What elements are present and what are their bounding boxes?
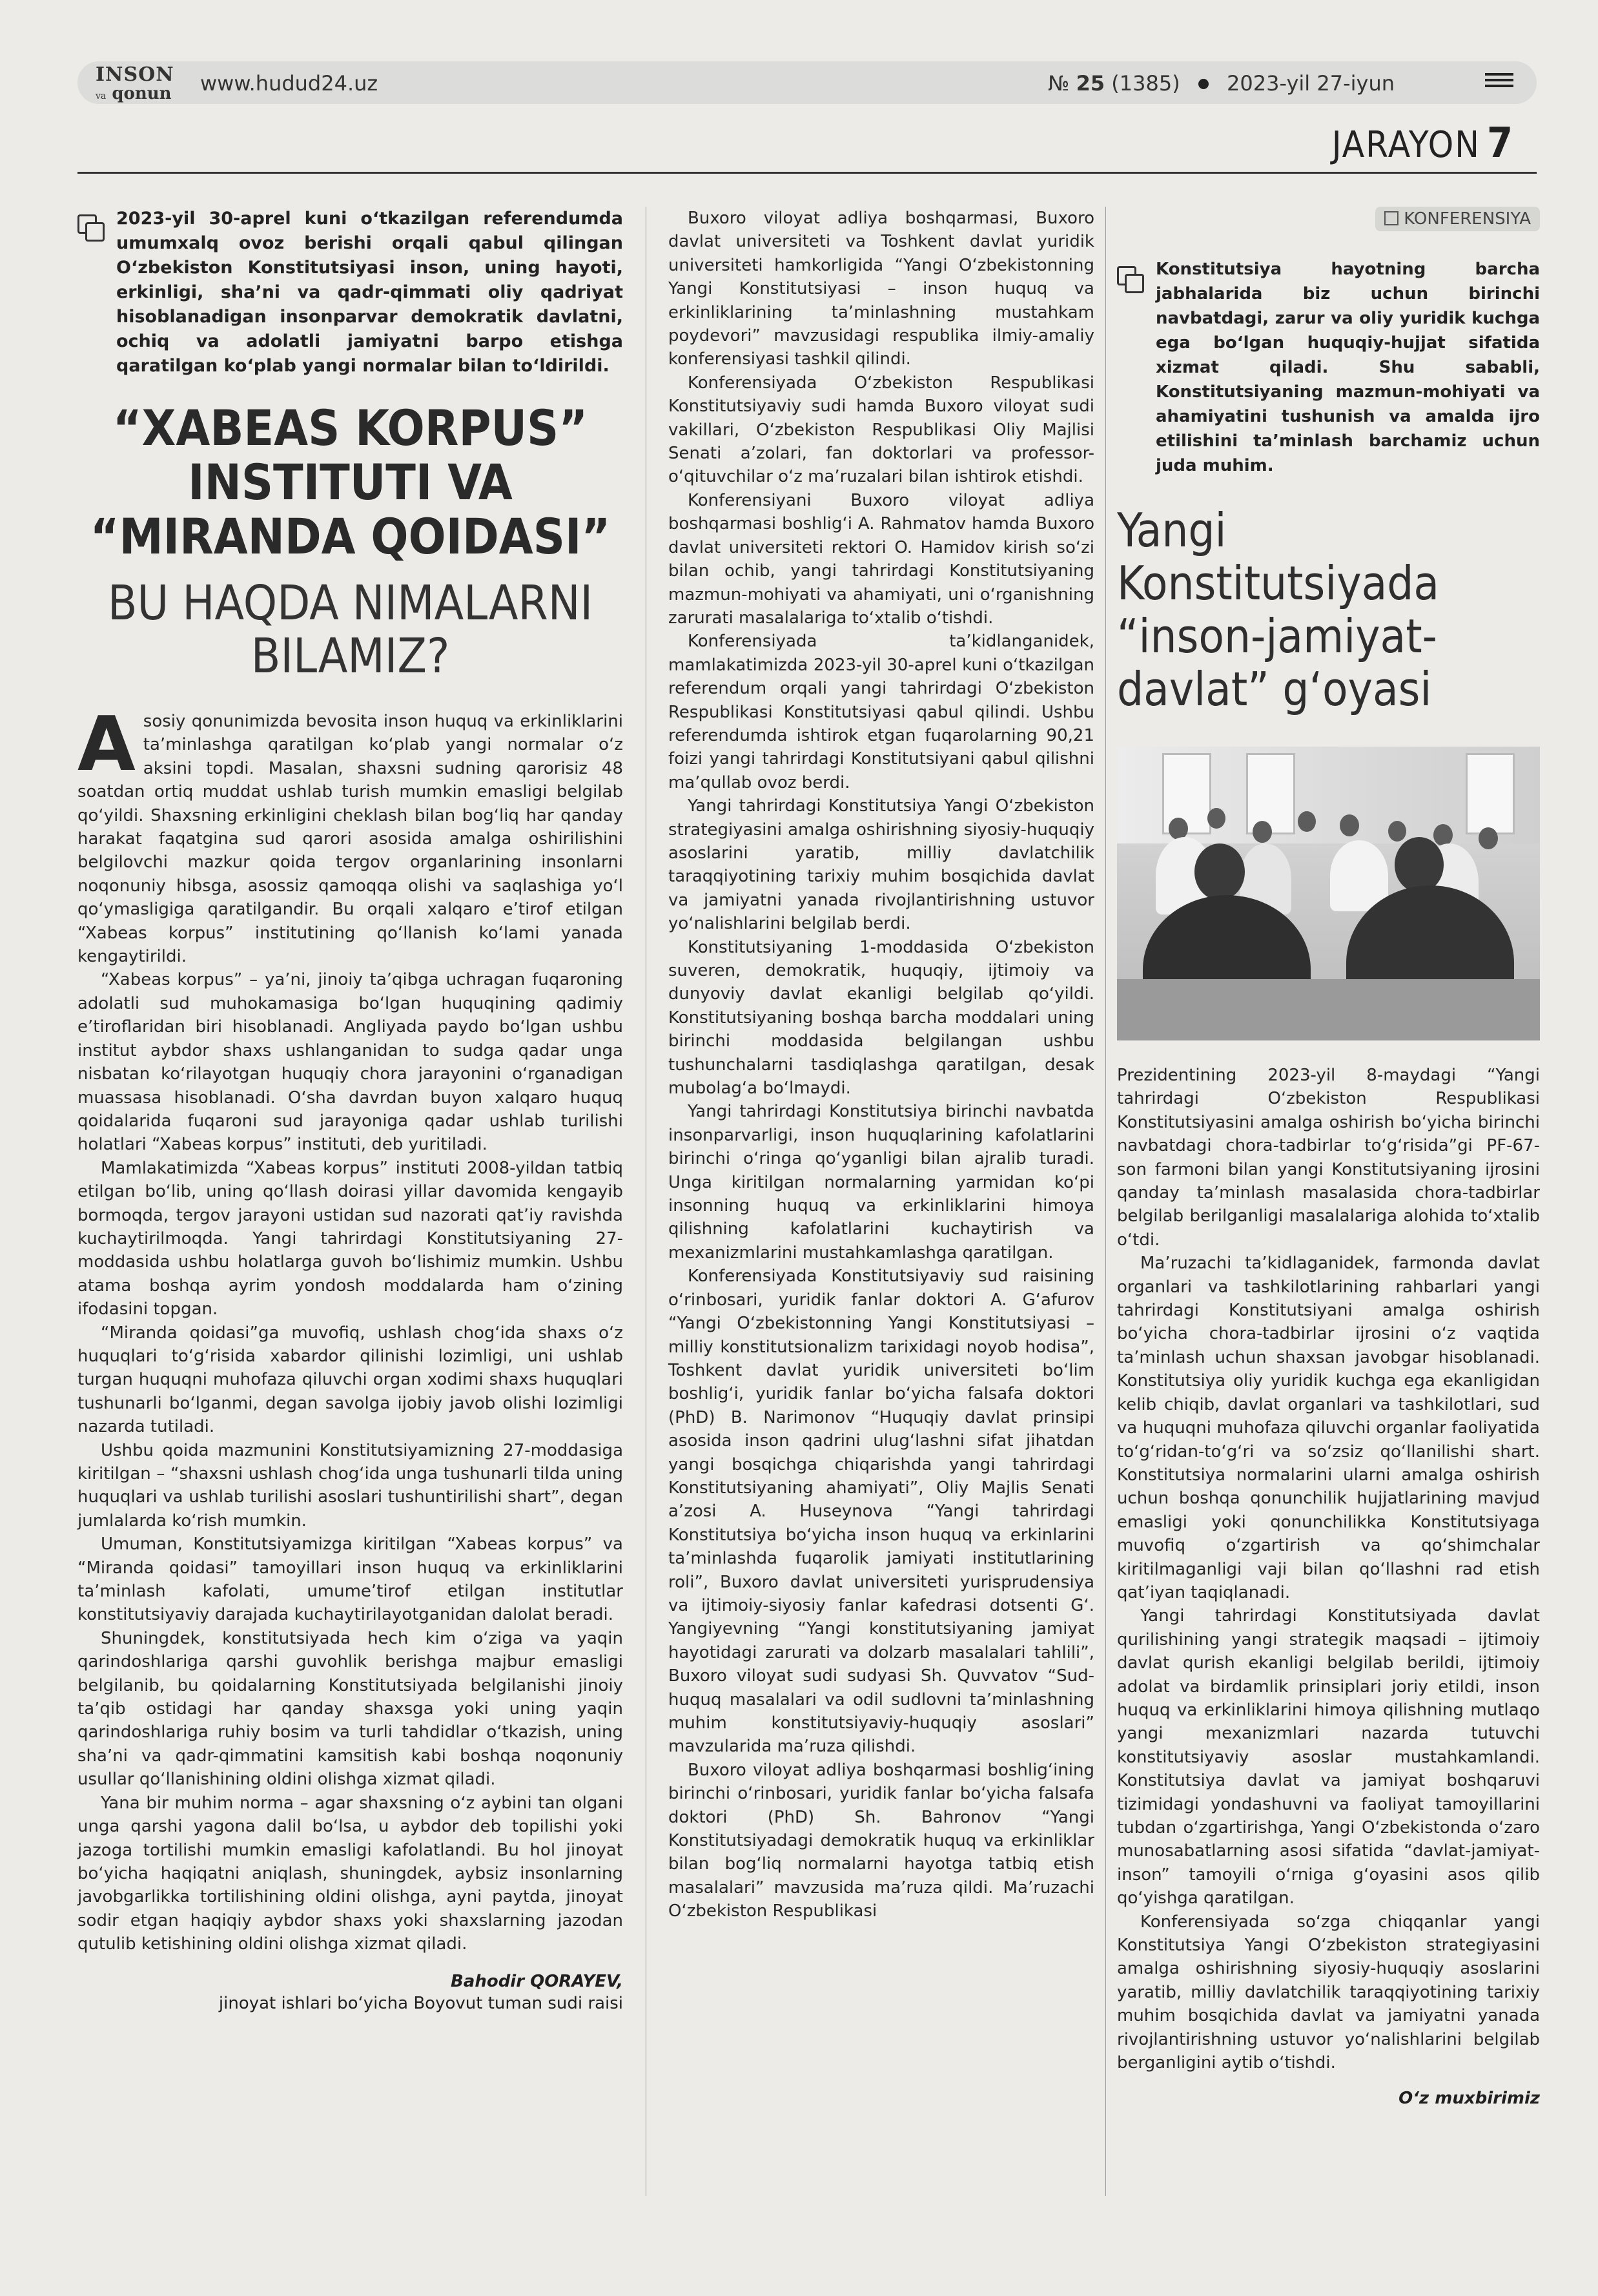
body-paragraph: Konferensiyada so‘zga chiqqanlar yangi Konstitutsiya Yangi O‘zbekiston strategiyasini amalga oshirishning siyosiy-huquqiy asoslarini yaratib, milliy davlatchilik taraqqiyotining tarixiy muhim bosqichida davlat va jamiyatni yanada rivojlantirishning ustuvor yo‘nalishlarini belgilab berganligini aytib o‘tishdi. — [1117, 1912, 1540, 2073]
body-paragraph: Yangi tahrirdagi Konstitutsiyada davlat qurilishining yangi strategik maqsadi – ijtimoiy davlat qurish ekanligi belgilab berildi, ijtimoiy adolat va birdamlik prinsiplari joriy etildi, inson huquq va erkinliklarini himoya qilishning mutlaqo yangi mexanizmlari nazarda tutuvchi konstitutsiyaviy asoslar mustahkamlandi. Konstitutsiya davlat va jamiyat boshqaruvi tizimidagi yondashuvni va faoliyat tamoyillarini tubdan o‘zgartirishga, Yangi O‘zbekistonda o‘zaro munosabatlarning asosi sifatida “davlat-jamiyat-inson” tamoyili o‘rniga g‘oyasini asos qilib qo‘yishga qaratilgan. — [1117, 1606, 1540, 1908]
page-number: 7 — [1486, 119, 1514, 167]
body-paragraph: Konferensiyada O‘zbekiston Respublikasi Konstitutsiyaviy sudi hamda Buxoro viloyat sudi vakillari, O‘zbekiston Respublikasi Oliy Majlisi Senati a’zolari, fan doktorlari va professor-o‘qituvchilar o‘z ma’ruzalari bilan ishtirok etishdi. — [668, 373, 1094, 487]
article-conference — [668, 207, 1094, 1923]
article-conference-right — [1117, 207, 1540, 2108]
body-paragraph: Konstitutsiyaning 1-moddasida O‘zbekiston suveren, demokratik, huquqiy, ijtimoiy va dunyoviy davlat ekanligi belgilab qo‘yildi. Konstitutsiyaning boshqa barcha moddalari uning birinchi moddasida belgilangan ushbu tushunchalarni tasdiqlashga qaratilgan, desak mubolag‘a bo‘lmaydi. — [668, 937, 1094, 1099]
lead-text: Konstitutsiya hayotning barcha jabhalarida biz uchun birinchi navbatdagi, zarur va oliy yuridik kuchga ega bo‘lgan huquqiy-hujjat sifatida xizmat qiladi. Shu sababli, Konstitutsiyaning mazmun-mohiyati va ahamiyatini tushunish va amalda ijro etilishini ta’minlash barchamiz uchun juda muhim. — [1156, 260, 1540, 475]
article-body — [77, 701, 623, 1956]
grid-icon — [1384, 211, 1398, 225]
author-name: Bahodir QORAYEV, — [450, 1971, 623, 1991]
logo-word: qonun — [112, 84, 172, 103]
author-byline — [77, 1970, 623, 2014]
category-tag[interactable] — [1375, 207, 1540, 231]
logo-small-word: va — [96, 91, 107, 101]
body-paragraph: Prezidentining 2023-yil 8-maydagi “Yangi tahrirdagi O‘zbekiston Respublikasi Konstitutsiyasini amalga oshirish bo‘yicha birinchi navbatdagi chora-tadbirlar to‘g‘risida”gi PF-67-son farmoni bilan yangi Konstitutsiyaning ijrosini qanday ta’minlash masalasida chora-tadbirlar belgilab berilganligi masalalariga alohida to‘xtalib o‘tdi. — [1117, 1066, 1540, 1250]
lead-marker-icon — [77, 214, 103, 240]
article-lead — [77, 207, 623, 378]
body-paragraph: Buxoro viloyat adliya boshqarmasi boshlig‘ining birinchi o‘rinbosari, yuridik fanlar bo‘yicha falsafa doktori (PhD) Sh. Bahronov “Yangi Konstitutsiyadagi demokratik huquq va erkinliklar bilan bog‘liq normalarni hayotga tatbiq etish masalalari” mavzusida ma’ruza qildi. Ma’ruzachi O‘zbekiston Respublikasi — [668, 1760, 1094, 1921]
website-link[interactable]: www.hudud24.uz — [200, 71, 378, 96]
article-body — [1117, 1064, 1540, 2074]
article-left — [77, 207, 623, 2014]
body-paragraph: Shuningdek, konstitutsiyada hech kim o‘ziga va yaqin qarindoshlariga qarshi guvohlik berishga majbur emasligi belgilanib, bu qoidalarning Konstitutsiyada belgilanishi jinoiy ta’qib ostidagi har qanday shaxsga yoki uning yaqin qarindoshlariga ruhiy bosim va turli tahdidlar o‘tkazish, uning sha’ni va qadr-qimmatini kamsitish kabi boshqa noqonuniy usullar qo‘llanishining oldini olishga xizmat qiladi. — [77, 1628, 623, 1790]
body-paragraph: Yangi tahrirdagi Konstitutsiya birinchi navbatda insonparvarligi, inson huquqlarining kafolatlarini birinchi o‘ringa qo‘yganligi bilan ajralib turadi. Unga kiritilgan normalarning yarmidan ko‘pi insonning huquq va erkinliklarini himoya qilishning kafolatlarini kuchaytirish va mexanizmlarini mustahkamlashga qaratilgan. — [668, 1102, 1094, 1263]
logo-line-2 — [96, 85, 174, 102]
issue-info — [1048, 71, 1395, 96]
body-paragraph: “Miranda qoidasi”ga muvofiq, ushlash chog‘ida shaxs o‘z huquqlari to‘g‘risida xabardor qilinishi lozimligi, uni ushlab turgan huquqni muhofaza qiluvchi organ xodimi shaxs huquqlari tushunarli bo‘lganmi, degan savolga ijobiy javob olishi lozimligi nazarda tutiladi. — [77, 1323, 623, 1437]
header-divider — [77, 172, 1537, 174]
author-role: jinoyat ishlari bo‘yicha Boyovut tuman sudi raisi — [218, 1993, 623, 2013]
article-credit: O‘z muxbirimiz — [1398, 2089, 1540, 2109]
body-paragraph: Konferensiyada Konstitutsiyaviy sud raisining o‘rinbosari, yuridik fanlar doktori A. G‘afurov “Yangi O‘zbekistonning Yangi Konstitutsiyasi – milliy konstitutsionalizm tarixidagi noyob hodisa”, Toshkent davlat yuridik universiteti bo‘lim boshlig‘i, yuridik fanlar bo‘yicha falsafa doktori (PhD) B. Narimonov “Huquqiy davlat prinsipi asosida inson qadrini ulug‘lashni sifat jihatdan yangi bosqichga chiqarishda yangi tahrirdagi Konstitutsiyaning ahamiyati”, Oliy Majlis Senati a’zosi A. Huseynova “Yangi tahrirdagi Konstitutsiya bo‘yicha inson huquq va erkinlarini ta’minlashda fuqarolik jamiyati institutlarining roli”, Buxoro davlat universiteti yurisprudensiya va ijtimoiy-siyosiy fanlar kafedrasi dotsenti G‘. Yangiyevning “Yangi konstitutsiyaning jamiyat hayotidagi zarurati va dolzarb masalalari tahlili”, Buxoro viloyat sudi sudyasi Sh. Quvvatov “Sud-huquq masalalari va odil sudlovni ta’minlashning muhim konstitutsiyaviy-huquqiy asoslari” mavzularida ma’ruza qilishdi. — [668, 1267, 1094, 1757]
body-paragraph: Yana bir muhim norma – agar shaxsning o‘z aybini tan olgani unga qarshi yagona dalil bo‘lsa, u aybdor deb topilishi yoki jazoga tortilishi mumkin emasligi kafolatlandi. Bu hol jinoyat bo‘yicha haqiqatni aniqlash, shuningdek, aybsiz insonlarning javobgarlikka tortilishining oldini olishga, ayni paytda, jinoyat sodir etgan haqiqiy aybdor shaxs yoki shaxslarning jazodan qutulib ketishining oldini olishga xizmat qiladi. — [77, 1793, 623, 1954]
drop-cap: A — [77, 701, 136, 788]
masthead-bar — [77, 61, 1537, 104]
issue-number: 25 — [1076, 71, 1105, 96]
body-paragraph: Mamlakatimizda “Xabeas korpus” instituti 2008-yildan tatbiq etilgan bo‘lib, uning qo‘llash doirasi yillar davomida kengayib bormoqda, tergov jarayoni ustidan sud nazorati qat’iy ravishda kuchaytirilmoqda. Yangi tahrirdagi Konstitutsiyaning 27-moddasida ushbu holatlarga guvoh bo‘lishimiz mumkin. Ushbu atama boshqa ayrim yondosh moddalarda ham o‘zining ifodasini topgan. — [77, 1158, 623, 1319]
article-headline — [77, 401, 623, 683]
lead-marker-icon — [1117, 266, 1143, 292]
headline-sub: BU HAQDA NIMALARNI BILAMIZ? — [107, 575, 593, 684]
logo-line-1: INSON — [96, 63, 174, 86]
body-paragraph: Yangi tahrirdagi Konstitutsiya Yangi O‘zbekiston strategiyasini amalga oshirishning siyosiy-huquqiy asoslarini yaratib, milliy davlatchilik taraqqiyotining tarixiy muhim bosqichida davlat va jamiyatni yanada rivojlantirishning ustuvor yo‘nalishlarini belgilab berdi. — [668, 796, 1094, 934]
body-paragraph: Ushbu qoida mazmunini Konstitutsiyamizning 27-moddasiga kiritilgan – “shaxsni ushlash chog‘ida unga tushunarli tilda uning huquqlari va ushlab turilishi asoslari tushuntirilishi shart”, degan jumlalarda ko‘rish mumkin. — [77, 1440, 623, 1531]
body-paragraph: Konferensiyani Buxoro viloyat adliya boshqarmasi boshlig‘i A. Rahmatov hamda Buxoro davlat universiteti rektori O. Hamidov kirish so‘zi bilan ochib, yangi tahrirdagi Konstitutsiyaning mazmun-mohiyati va ahamiyati, uni o‘rganishning zarurati masalalariga to‘xtalib o‘tishdi. — [668, 490, 1094, 628]
body-paragraph: Konferensiyada ta’kidlanganidek, mamlakatimizda 2023-yil 30-aprel kuni o‘tkazilgan referendum orqali yangi tahrirdagi O‘zbekiston Respublikasi Konstitutsiyasi qabul qilindi. Ushbu referendumda ishtirok etgan fuqarolarning 90,21 foizi yangi tahrirdagi Konstitutsiyani qabul qilishni ma’qullab ovoz berdi. — [668, 632, 1094, 792]
article-title: Yangi Konstitutsiyada “inson-jamiyat-davlat” g‘oyasi — [1117, 503, 1440, 716]
body-paragraph: “Xabeas korpus” – ya’ni, jinoiy ta’qibga uchragan fuqaroning adolatli sud muhokamasiga bo‘lgan huquqining qadimiy e’tiroflaridan biri hisoblanadi. Angliyada paydo bo‘lgan ushbu institut aybdor shaxs ushlanganidan to sudga qadar unga nisbatan ko‘rilayotgan huquqiy chora jarayonini o‘rganadigan muassasa hisoblanadi. O‘sha davrdan buyon xalqaro huquq qoidalarida fuqaroni sud jarayoniga qadar ushlab turilishi holatlari “Xabeas korpus” instituti, deb yuritiladi. — [77, 970, 623, 1155]
lead-text: 2023-yil 30-aprel kuni o‘tkazilgan referendumda umumxalq ovoz berishi orqali qabul qilingan O‘zbekiston Konstitutsiyasi inson, uning hayoti, erkinligi, sha’ni va qadr-qimmati oliy qadriyat hisoblanadigan insonparvar demokratik davlatni, ochiq va adolatli jamiyatni barpo etishga qaratilgan ko‘plab yangi normalar bilan to‘ldirildi. — [116, 209, 623, 376]
body-paragraph — [77, 701, 623, 968]
issue-total: (1385) — [1111, 71, 1180, 96]
conference-photo — [1117, 747, 1540, 1040]
body-paragraph: Ma’ruzachi ta’kidlaganidek, farmonda davlat organlari va tashkilotlarining rahbarlari yangi tahrirdagi Konstitutsiyani amalga oshirish bo‘yicha chora-tadbirlar ijrosini o‘z vaqtida ta’minlash uchun shaxsan javobgar hisoblanadi. Konstitutsiya oliy yuridik kuchga ega ekanligidan kelib chiqib, davlat organlari va tashkilotlari, sud va huquqni muhofaza qiluvchi organlar faoliyatida to‘g‘ridan-to‘g‘ri va so‘zsiz qo‘llanilishi shart. Konstitutsiya normalarini ularni amalga oshirish uchun boshqa qonunchilik hujjatlarining mavjud emasligi yoki qonunchilikka Konstitutsiyaga muvofiq o‘zgartirish va qo‘shimchalar kiritilmaganligi vaji bilan qo‘llashni rad etish qat’iyan taqiqlanadi. — [1117, 1254, 1540, 1602]
section-heading — [1332, 119, 1514, 167]
paragraph-text: sosiy qonunimizda bevosita inson huquq va erkinliklarini ta’minlashga qaratilgan ko‘plab yangi normalar o‘z aksini topdi. Masalan, shaxsni sudning qarorisiz 48 soatdan ortiq muddat ushlab turish mumkin emasligi belgilab qo‘yildi. Shaxsning erkinligini cheklash bilan bog‘liq har qanday harakat faqatgina sud qarori asosida amalga oshirilishini belgilovchi mazkur qoida tergov organlarining insonlarni noqonuniy hibsga, asossiz qamoqqa olishi va saqlashiga yo‘l qo‘ymasligiga qaratilgandir. Bu orqali xalqaro e’tirof etilgan “Xabeas korpus” institutining qo‘llanish ko‘lami yanada kengaytirildi. — [77, 712, 623, 967]
column-divider — [1105, 207, 1106, 2196]
headline-main: “XABEAS KORPUS” INSTITUTI VA “MIRANDA QOIDASI” — [90, 399, 611, 565]
body-paragraph: Buxoro viloyat adliya boshqarmasi, Buxoro davlat universiteti va Toshkent davlat yuridik universiteti hamkorligida “Yangi O‘zbekistonning Yangi Konstitutsiyasi – inson huquq va erkinliklarining ta’minlashning mustahkam poydevori” mavzusidagi respublika ilmiy-amaliy konferensiyasi tashkil qilindi. — [668, 209, 1094, 369]
menu-icon[interactable] — [1485, 73, 1513, 92]
newspaper-logo[interactable] — [96, 65, 174, 102]
article-lead — [1117, 231, 1540, 478]
body-paragraph: Umuman, Konstitutsiyamizga kiritilgan “Xabeas korpus” va “Miranda qoidasi” tamoyillari inson huquq va erkinliklarini ta’minlash kafolati, umume’tirof etilgan institutlar konstitutsiyaviy darajada kuchaytirilayotganidan dalolat beradi. — [77, 1535, 623, 1625]
issue-label: № — [1048, 71, 1070, 96]
section-name: JARAYON — [1331, 124, 1480, 166]
issue-date: 2023-yil 27-iyun — [1227, 71, 1395, 96]
separator-dot-icon — [1198, 79, 1209, 89]
tag-label: KONFERENSIYA — [1404, 209, 1531, 229]
